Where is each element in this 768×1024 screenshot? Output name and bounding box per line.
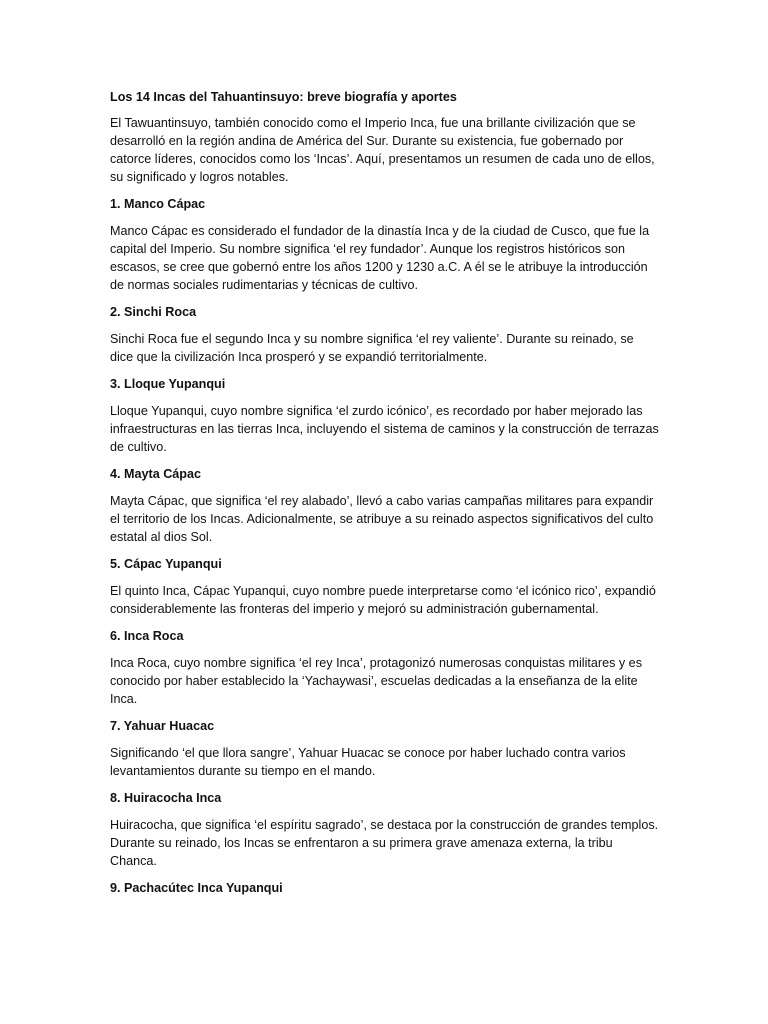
section-heading-sinchi-roca: 2. Sinchi Roca	[110, 305, 197, 319]
section-heading-yahuar-huacac: 7. Yahuar Huacac	[110, 719, 215, 733]
section-text-sinchi-roca: Sinchi Roca fue el segundo Inca y su nombre significa ‘el rey valiente’. Durante su reinado, se dice que la civilización Inca prosperó y se expandió territorialmente.	[110, 332, 634, 364]
section-heading-inca-roca: 6. Inca Roca	[110, 629, 184, 643]
document-page	[110, 88, 660, 906]
section-text-mayta-capac: Mayta Cápac, que significa ‘el rey alabado’, llevó a cabo varias campañas militares para expandir el territorio de los Incas. Adicionalmente, se atribuye a su reinado aspectos significativos del culto estatal al dios Sol.	[110, 494, 654, 544]
section-text-huiracocha-inca: Huiracocha, que significa ‘el espíritu sagrado’, se destaca por la construcción de grandes templos. Durante su reinado, los Incas se enfrentaron a su primera grave amenaza externa, la tribu Chanca.	[110, 818, 659, 868]
section-text-capac-yupanqui: El quinto Inca, Cápac Yupanqui, cuyo nombre puede interpretarse como ‘el icónico rico’, expandió considerablemente las fronteras del imperio y mejoró su administración gubernamental.	[110, 584, 656, 616]
intro-paragraph: El Tawuantinsuyo, también conocido como el Imperio Inca, fue una brillante civilización que se desarrolló en la región andina de América del Sur. Durante su existencia, fue gobernado por catorce líderes, conocidos como los ‘Incas’. Aquí, presentamos un resumen de cada uno de ellos, su significado y logros notables.	[110, 116, 655, 184]
section-heading-lloque-yupanqui: 3. Lloque Yupanqui	[110, 377, 226, 391]
section-text-lloque-yupanqui: Lloque Yupanqui, cuyo nombre significa ‘el zurdo icónico’, es recordado por haber mejorado las infraestructuras en las tierras Inca, incluyendo el sistema de caminos y la construcción de terrazas de cultivo.	[110, 404, 659, 454]
section-heading-pachacutec-inca-yupanqui: 9. Pachacútec Inca Yupanqui	[110, 881, 283, 895]
section-text-yahuar-huacac: Significando ‘el que llora sangre’, Yahuar Huacac se conoce por haber luchado contra varios levantamientos durante su tiempo en el mando.	[110, 746, 626, 778]
section-text-manco-capac: Manco Cápac es considerado el fundador de la dinastía Inca y de la ciudad de Cusco, que fue la capital del Imperio. Su nombre significa ‘el rey fundador’. Aunque los registros históricos son escasos, se cree que gobernó entre los años 1200 y 1230 a.C. A él se le atribuye la introducción de normas sociales rudimentarias y técnicas de cultivo.	[110, 224, 650, 292]
document-title: Los 14 Incas del Tahuantinsuyo: breve biografía y aportes	[110, 90, 457, 104]
section-text-inca-roca: Inca Roca, cuyo nombre significa ‘el rey Inca’, protagonizó numerosas conquistas militares y es conocido por haber establecido la ‘Yachaywasi’, escuelas dedicadas a la enseñanza de la elite Inca.	[110, 656, 642, 706]
section-heading-capac-yupanqui: 5. Cápac Yupanqui	[110, 557, 222, 571]
section-heading-huiracocha-inca: 8. Huiracocha Inca	[110, 791, 222, 805]
section-heading-manco-capac: 1. Manco Cápac	[110, 197, 206, 211]
section-heading-mayta-capac: 4. Mayta Cápac	[110, 467, 201, 481]
